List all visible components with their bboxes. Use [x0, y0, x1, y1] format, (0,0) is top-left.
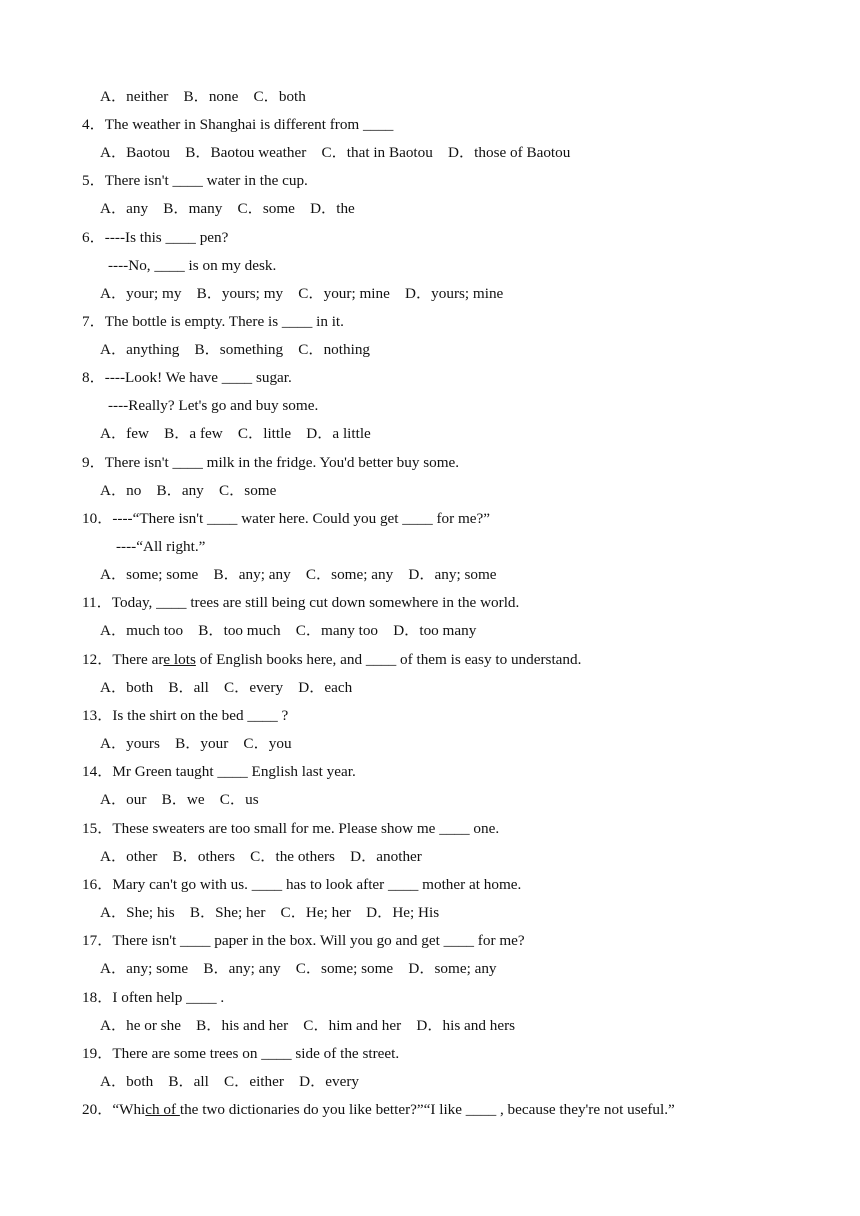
q9-stem: 9．There isn't ____ milk in the fridge. You'd better buy some. [82, 454, 460, 471]
q11-options: A．much too B．too much C．many too D．too many [100, 622, 477, 639]
q19-options: A．both B．all C．either D．every [100, 1073, 359, 1090]
q12-options: A．both B．all C．every D．each [100, 679, 353, 696]
q7-options: A．anything B．something C．nothing [100, 341, 371, 358]
q10-options: A．some; some B．any; any C．some; any D．any; some [100, 566, 497, 583]
q18-stem: 18．I often help ____ . [82, 989, 225, 1006]
q13-options: A．yours B．your C．you [100, 735, 292, 752]
q17-options: A．any; some B．any; any C．some; some D．some; any [100, 960, 497, 977]
q12-stem-before: 12．There ar [82, 651, 164, 668]
q15-stem: 15．These sweaters are too small for me. Please show me ____ one. [82, 820, 500, 837]
q19-stem: 19．There are some trees on ____ side of the street. [82, 1045, 400, 1062]
q4-options: A．Baotou B．Baotou weather C．that in Baotou D．those of Baotou [100, 144, 571, 161]
q6-stem: 6．----Is this ____ pen? [82, 229, 229, 246]
q12-stem-after: of English books here, and ____ of them is easy to understand. [195, 651, 582, 668]
q5-stem: 5．There isn't ____ water in the cup. [82, 172, 308, 189]
q6-options: A．your; my B．yours; my C．your; mine D．yours; mine [100, 285, 504, 302]
q15-options: A．other B．others C．the others D．another [100, 848, 422, 865]
q7-stem: 7．The bottle is empty. There is ____ in it. [82, 313, 344, 330]
q8-stem-reply: ----Really? Let's go and buy some. [108, 397, 319, 414]
q6-stem-reply: ----No, ____ is on my desk. [108, 257, 277, 274]
q5-options: A．any B．many C．some D．the [100, 200, 355, 217]
q18-options: A．he or she B．his and her C．him and her D．his and hers [100, 1017, 516, 1034]
q10-stem: 10．----“There isn't ____ water here. Could you get ____ for me?” [82, 510, 491, 527]
q20-stem [82, 1100, 675, 1120]
q20-stem-underlined: ch of [145, 1101, 180, 1118]
q20-stem-before: 20．“Whi [82, 1101, 146, 1118]
q20-stem-after: the two dictionaries do you like better?”“I like ____ , because they're not useful.” [179, 1101, 675, 1118]
q9-options: A．no B．any C．some [100, 482, 277, 499]
q8-options: A．few B．a few C．little D．a little [100, 425, 371, 442]
q12-stem [82, 650, 581, 670]
q13-stem: 13．Is the shirt on the bed ____ ? [82, 707, 289, 724]
q14-options: A．our B．we C．us [100, 791, 259, 808]
q10-stem-reply: ----“All right.” [116, 538, 206, 555]
q3-options: A．neither B．none C．both [100, 88, 306, 105]
q17-stem: 17．There isn't ____ paper in the box. Will you go and get ____ for me? [82, 932, 525, 949]
q8-stem: 8．----Look! We have ____ sugar. [82, 369, 292, 386]
q14-stem: 14．Mr Green taught ____ English last year. [82, 763, 356, 780]
q4-stem: 4．The weather in Shanghai is different from ____ [82, 116, 394, 133]
q16-options: A．She; his B．She; her C．He; her D．He; His [100, 904, 440, 921]
q16-stem: 16．Mary can't go with us. ____ has to look after ____ mother at home. [82, 876, 522, 893]
q11-stem: 11．Today, ____ trees are still being cut down somewhere in the world. [82, 594, 520, 611]
q12-stem-underlined: e lots [163, 651, 196, 668]
